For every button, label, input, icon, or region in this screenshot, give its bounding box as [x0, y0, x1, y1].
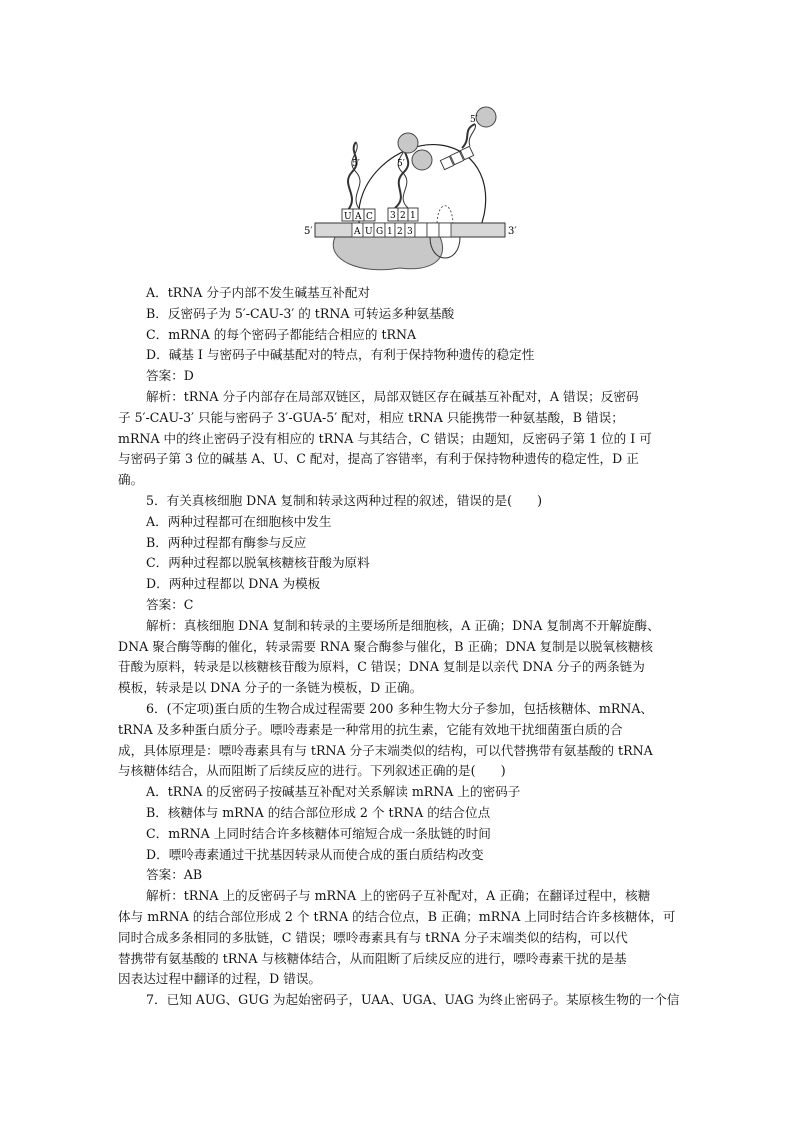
q4-answer: 答案：D [146, 368, 194, 384]
mid-anticodon-1: 1 [410, 211, 416, 221]
mid-anticodon-3: 3 [390, 211, 396, 221]
amino-acid-circle [398, 133, 418, 153]
q6-stem-line: tRNA 及多种蛋白质分子。嘌呤毒素是一种常用的抗生素，它能有效地干扰细菌蛋白质的合 [118, 721, 623, 737]
q4-option-b: B．反密码子为 5′-CAU-3′ 的 tRNA 可转运多种氨基酸 [146, 305, 455, 321]
mid-trna-5prime: 5′ [397, 159, 405, 169]
q6-analysis-line: 替携带有氨基酸的 tRNA 与核糖体结合，从而阻断了后续反应的进行，嘌呤毒素干扰的是基 [118, 950, 627, 966]
right-trna-5prime: 5′ [470, 115, 478, 125]
q6-option-b: B．核糖体与 mRNA 的结合部位形成 2 个 tRNA 的结合位点 [146, 804, 491, 820]
translation-diagram [290, 100, 530, 278]
codon-1: 1 [387, 227, 393, 237]
small-subunit [333, 237, 442, 270]
q5-option-c: C．两种过程都以脱氧核糖核苷酸为原料 [146, 555, 370, 571]
q6-stem-line: 成，具体原理是：嘌呤毒素具有与 tRNA 分子末端类似的结构，可以代替携带有氨基酸的 tRNA [118, 742, 653, 758]
q6-option-d: D．嘌呤毒素通过干扰基因转录从而使合成的蛋白质结构改变 [146, 846, 484, 862]
q5-analysis-line: 解析：真核细胞 DNA 复制和转录的主要场所是细胞核，A 正确；DNA 复制离不开解旋酶、 [146, 617, 660, 633]
q4-analysis-line: 确。 [118, 472, 144, 488]
mid-anticodon-2: 2 [400, 211, 406, 221]
q5-analysis-line: 模板，转录是以 DNA 分子的一条链为模板，D 正确。 [118, 680, 423, 696]
q4-analysis-line: 解析：tRNA 分子内部存在局部双链区，局部双链区存在碱基互补配对，A 错误；反密码 [146, 388, 639, 404]
q6-answer: 答案：AB [146, 867, 203, 883]
q4-option-d: D．碱基 I 与密码子中碱基配对的特点，有利于保持物种遗传的稳定性 [146, 347, 535, 363]
left-anticodon-u: U [344, 212, 352, 222]
amino-acid-circle [412, 150, 432, 170]
codon-2: 2 [397, 227, 403, 237]
q4-analysis-line: 与密码子第 3 位的碱基 A、U、C 配对，提高了容错率，有利于保持物种遗传的稳定性，D 正 [118, 451, 639, 467]
amino-acid-circle [476, 107, 496, 127]
codon-g: G [376, 227, 384, 237]
q5-analysis-line: 苷酸为原料，转录是以核糖核苷酸为原料，C 错误；DNA 复制是以亲代 DNA 分子的两条链为 [118, 659, 645, 675]
q5-option-b: B．两种过程都有酶参与反应 [146, 534, 307, 550]
q5-option-d: D．两种过程都以 DNA 为模板 [146, 576, 321, 592]
q6-stem-line: 与核糖体结合，从而阻断了后续反应的进行。下列叙述正确的是( ) [118, 763, 506, 779]
left-trna [348, 142, 360, 210]
codon-3: 3 [407, 227, 413, 237]
q4-analysis-line: mRNA 中的终止密码子没有相应的 tRNA 与其结合，C 错误；由题知，反密码子第 1 位的 I 可 [118, 430, 652, 446]
q6-option-a: A．tRNA 的反密码子按碱基互补配对关系解读 mRNA 上的密码子 [146, 784, 521, 800]
q6-analysis-line: 体与 mRNA 的结合部位形成 2 个 tRNA 的结合位点，B 正确；mRNA 上同时结合许多核糖体，可 [118, 908, 676, 924]
q4-option-c: C．mRNA 的每个密码子都能结合相应的 tRNA [146, 326, 417, 342]
mrna-5prime-label: 5′ [304, 226, 313, 237]
left-anticodon-a: A [355, 212, 362, 222]
ribosome-trna-figure [290, 100, 530, 278]
mrna-3prime-label: 3′ [508, 226, 517, 237]
q6-analysis-line: 解析：tRNA 上的反密码子与 mRNA 上的密码子互补配对，A 正确；在翻译过程中，核糖 [146, 888, 651, 904]
q6-analysis-line: 同时合成多条相同的多肽链，C 错误；嘌呤毒素具有与 tRNA 分子末端类似的结构，可以代 [118, 929, 628, 945]
codon-a: A [354, 227, 361, 237]
q6-analysis-line: 因表达过程中翻译的过程，D 错误。 [118, 971, 322, 987]
left-trna-5prime: 5′ [352, 159, 360, 169]
q4-analysis-line: 子 5′-CAU-3′ 只能与密码子 3′-GUA-5′ 配对，相应 tRNA 只能携带一种氨基酸，B 错误； [118, 409, 624, 425]
q6-option-c: C．mRNA 上同时结合许多核糖体可缩短合成一条肽链的时间 [146, 825, 491, 841]
codon-u: U [365, 227, 373, 237]
q5-answer: 答案：C [146, 596, 194, 612]
q7-stem: 7．已知 AUG、GUG 为起始密码子，UAA、UGA、UAG 为终止密码子。某原核生物的一个信 [146, 992, 680, 1008]
q4-option-a: A．tRNA 分子内部不发生碱基互补配对 [146, 285, 371, 300]
q5-stem: 5．有关真核细胞 DNA 复制和转录这两种过程的叙述，错误的是( ) [146, 492, 543, 508]
q6-stem-line: 6．(不定项)蛋白质的生物合成过程需要 200 多种生物大分子参加，包括核糖体、mRNA、 [146, 700, 654, 716]
q5-option-a: A．两种过程都可在细胞核中发生 [146, 513, 332, 529]
left-anticodon-c: C [366, 212, 373, 222]
q5-analysis-line: DNA 聚合酶等酶的催化，转录需要 RNA 聚合酶参与催化，B 正确；DNA 复制是以脱氧核糖核 [118, 638, 653, 654]
question-content [118, 283, 683, 1011]
